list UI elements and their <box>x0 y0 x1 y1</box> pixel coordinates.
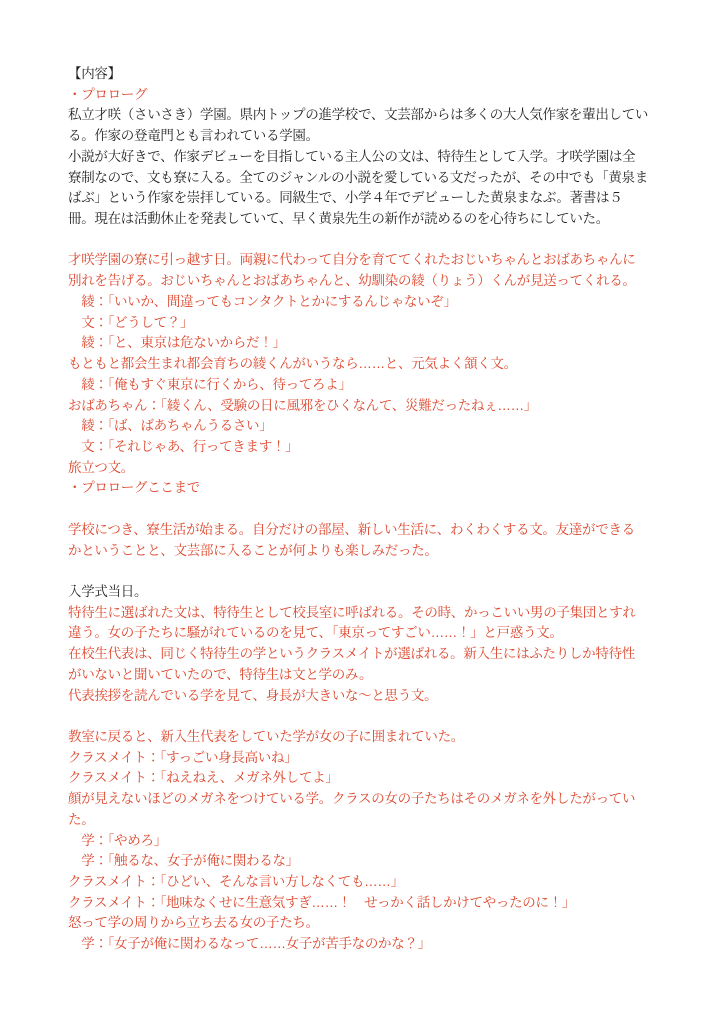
text-line: 代表挨拶を読んでいる学を見て、身長が大きいな〜と思う文。 <box>68 687 438 703</box>
dialogue-line: クラスメイト：「ねえねえ、メガネ外してよ」 <box>68 770 339 786</box>
content-heading: 【内容】 <box>68 66 121 81</box>
text-line: かということと、文芸部に入ることが何よりも楽しみだった。 <box>68 542 438 558</box>
dialogue-line: 綾：「ば、ばあちゃんうるさい」 <box>68 418 273 434</box>
text-line: る。作家の登竜門とも言われている学園。 <box>68 128 319 144</box>
dialogue-line: 文：「それじゃあ、行ってきます！」 <box>68 438 299 454</box>
dialogue-line: 綾：「いいか、間違ってもコンタクトとかにするんじゃないぞ」 <box>68 293 457 309</box>
blank-line <box>68 561 664 582</box>
text-line: 冊。現在は活動休止を発表していて、早く黄泉先生の新作が読めるのを心待ちにしていた。 <box>68 211 609 227</box>
text-line: 才咲学園の寮に引っ越す日。両親に代わって自分を育ててくれたおじいちゃんとおばあちゃんに <box>68 252 636 268</box>
blank-line <box>68 706 664 727</box>
section-label-ceremony: 入学式当日。 <box>68 583 148 599</box>
text-line: もともと都会生まれ都会育ちの綾くんがいうなら……と、元気よく頷く文。 <box>68 356 517 372</box>
dialogue-line: クラスメイト：「すっごい身長高いね」 <box>68 749 298 765</box>
text-line: 在校生代表は、同じく特待生の学というクラスメイトが選ばれる。新入生にはふたりしか特待性 <box>68 646 635 662</box>
document-body <box>68 64 664 955</box>
section-label-prologue: ・プロローグ <box>68 86 148 102</box>
dialogue-line: 学：「触るな、女子が俺に関わるな」 <box>68 853 299 869</box>
text-line: 怒って学の周りから立ち去る女の子たち。 <box>68 915 319 931</box>
dialogue-line: クラスメイト：「ひどい、そんな言い方しなくても……」 <box>68 874 404 890</box>
text-line: 私立才咲（さいさき）学園。県内トップの進学校で、文芸部からは多くの大人気作家を輩出してい <box>68 107 649 123</box>
text-line: た。 <box>68 811 95 827</box>
text-line: 寮制なので、文も寮に入る。全てのジャンルの小説を愛している文だったが、その中でも「黄泉ま <box>68 169 648 185</box>
text-line: 旅立つ文。 <box>68 459 134 475</box>
dialogue-line: 綾：「と、東京は危ないからだ！」 <box>68 335 286 351</box>
text-line: 小説が大好きで、作家デビューを目指している主人公の文は、特待生として入学。才咲学園は全 <box>68 148 636 164</box>
dialogue-line: 文：「どうして？」 <box>68 314 194 330</box>
dialogue-line: 綾：「俺もすぐ東京に行くから、待ってろよ」 <box>68 376 352 392</box>
dialogue-line: クラスメイト：「地味なくせに生意気すぎ……！ せっかく話しかけてやったのに！」 <box>68 894 576 910</box>
text-line: 顔が見えないほどのメガネをつけている学。クラスの女の子たちはそのメガネを外したがってい <box>68 791 636 807</box>
text-line: ばぶ」という作家を崇拝している。同級生で、小学４年でデビューした黄泉まなぶ。著書は５ <box>68 190 623 206</box>
blank-line <box>68 230 664 251</box>
dialogue-line: 学：「女子が俺に関わるなって……女子が苦手なのかな？」 <box>68 936 431 952</box>
section-label-prologue-end: ・プロローグここまで <box>68 480 200 496</box>
text-line: 違う。女の子たちに騒がれているのを見て、「東京ってすごい……！」と戸惑う文。 <box>68 625 563 641</box>
text-line: 別れを告げる。おじいちゃんとおばあちゃんと、幼馴染の綾（りょう）くんが見送ってくれる。 <box>68 273 636 289</box>
text-line: 学校につき、寮生活が始まる。自分だけの部屋、新しい生活に、わくわくする文。友達ができる <box>68 521 635 537</box>
text-line: 教室に戻ると、新入生代表をしていた学が女の子に囲まれていた。 <box>68 729 464 744</box>
text-line: がいないと聞いていたので、特待生は文と学のみ。 <box>68 666 373 682</box>
blank-line <box>68 499 664 520</box>
text-line: 特待生に選ばれた文は、特待生として校長室に呼ばれる。その時、かっこいい男の子集団とすれ <box>68 604 636 620</box>
dialogue-line: おばあちゃん：「綾くん、受験の日に風邪をひくなんて、災難だったねぇ……」 <box>68 397 537 413</box>
dialogue-line: 学：「やめろ」 <box>68 832 167 848</box>
